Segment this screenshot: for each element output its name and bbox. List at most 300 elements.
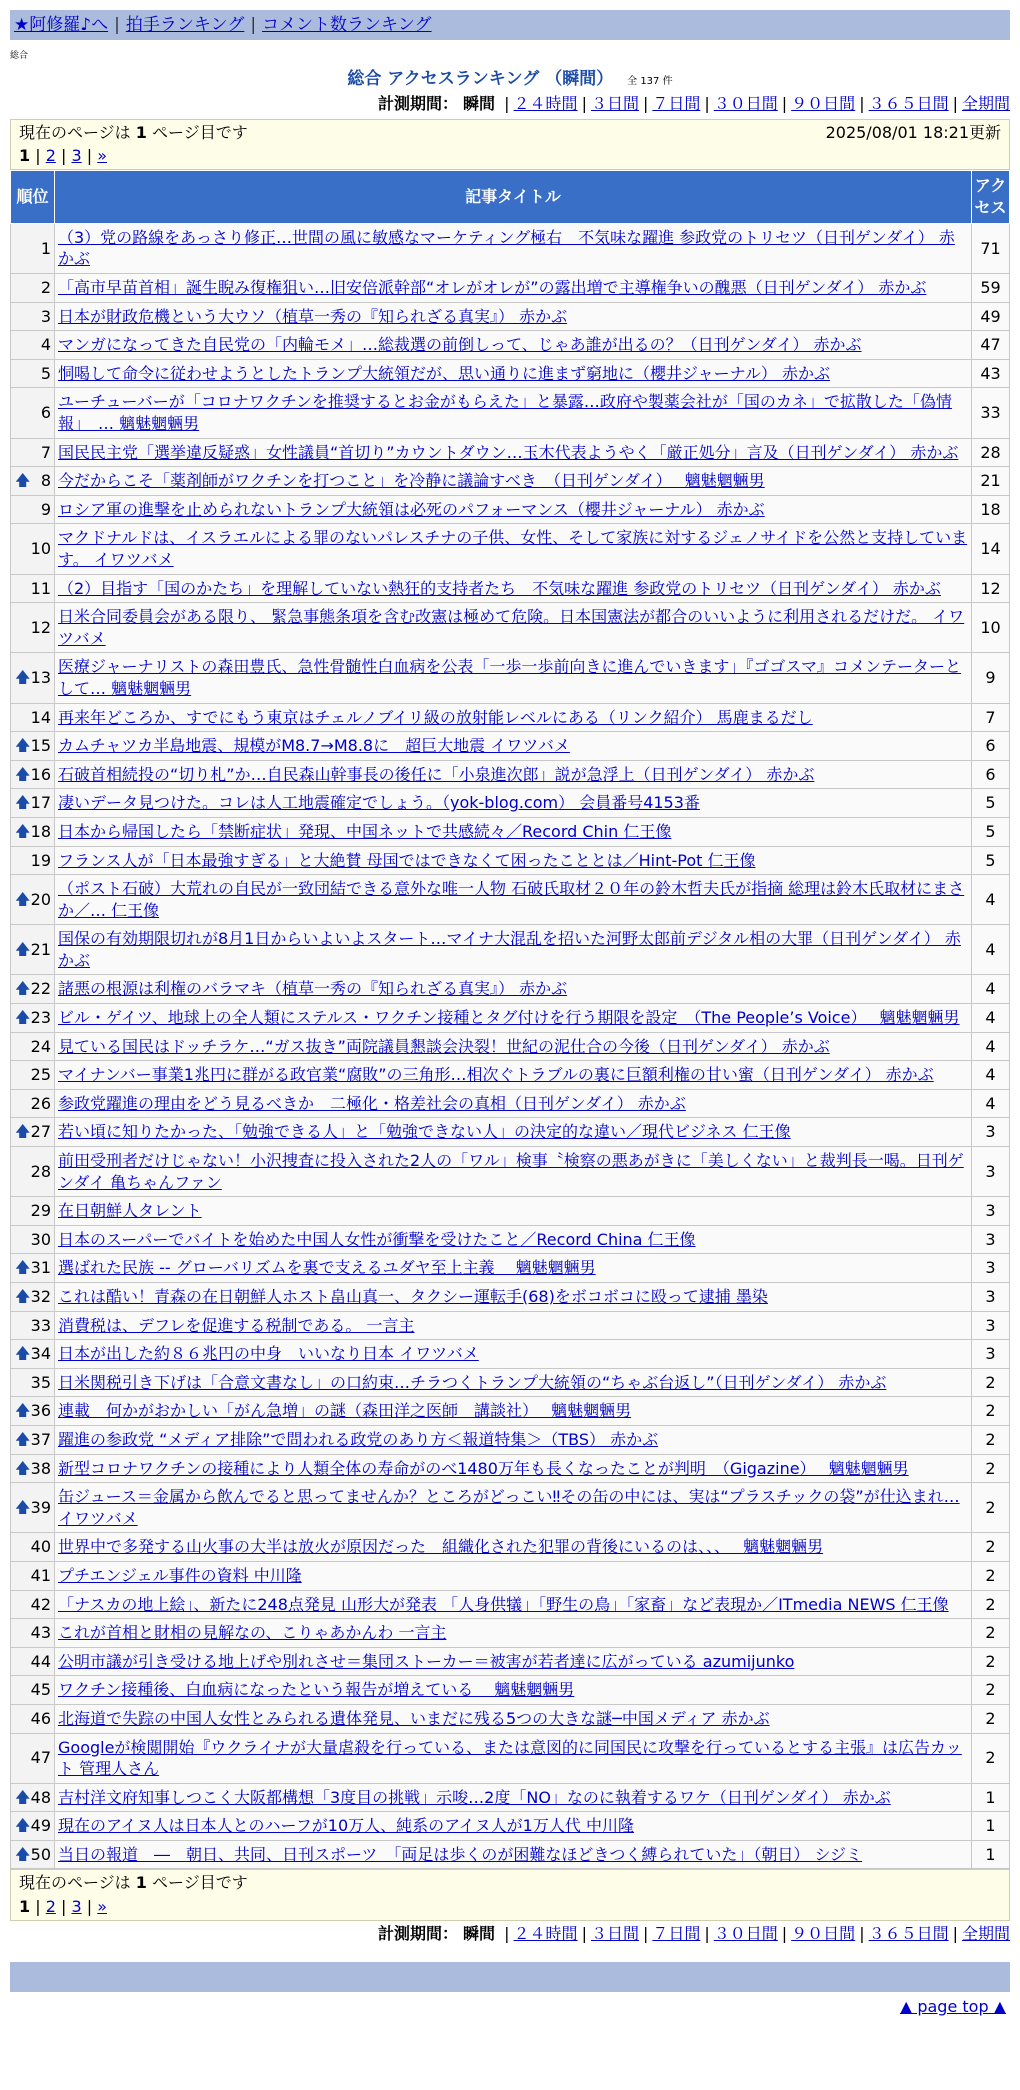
page-info-box-top xyxy=(10,119,1010,170)
pager-page-link-3[interactable]: 3 xyxy=(71,146,82,166)
rank-cell xyxy=(11,302,55,331)
current-page-text: 現在のページは 1 ページ目です xyxy=(19,122,248,142)
access-count: 2 xyxy=(972,1425,1010,1454)
article-title-link[interactable]: 見ている国民はドッチラケ…“ガス抜き”両院議員懇談会決裂！世紀の泥仕合の今後（日刊ゲンダイ） 赤かぶ xyxy=(58,1036,830,1056)
title-cell xyxy=(55,1197,972,1226)
period-link-0[interactable]: ２４時間 xyxy=(513,1923,578,1943)
access-count: 1 xyxy=(972,1812,1010,1841)
period-link-6[interactable]: 全期間 xyxy=(961,1923,1010,1943)
pagination-bottom xyxy=(19,1896,1001,1918)
pager-next-link[interactable]: » xyxy=(97,146,107,166)
period-separator: | xyxy=(504,1923,510,1943)
article-title-link[interactable]: 当日の報道 ― 朝日、共同、日刊スポーツ 「両足は歩くのが困難なほどきつく縛られていた」（朝日） シジミ xyxy=(58,1844,863,1864)
rank-up-arrow-icon: 🡅 xyxy=(15,764,31,783)
article-title-link[interactable]: 現在のアイヌ人は日本人とのハーフが10万人、純系のアイヌ人が1万人代 中川隆 xyxy=(58,1816,634,1836)
article-title-link[interactable]: ユーチューバーが「コロナワクチンを推奨するとお金がもらえた」と暴露…政府や製薬会社が「国のカネ」で拡散した「偽情報」 … 魑魅魍魎男 xyxy=(58,392,952,434)
rank-number: 39 xyxy=(30,1497,51,1517)
rank-cell xyxy=(11,875,55,925)
rank-up-arrow-icon: 🡅 xyxy=(15,1458,31,1477)
period-separator: | xyxy=(704,1923,710,1943)
rank-number: 44 xyxy=(30,1651,51,1671)
article-title-link[interactable]: ロシア軍の進撃を止められないトランプ大統領は必死のパフォーマンス（櫻井ジャーナル） 赤かぶ xyxy=(58,499,765,519)
period-separator: | xyxy=(642,1923,649,1943)
rank-cell xyxy=(11,789,55,818)
pager-separator: | xyxy=(55,146,72,166)
article-title-link[interactable]: これが首相と財相の見解なの、こりゃあかんわ 一言主 xyxy=(58,1623,447,1643)
article-title-link[interactable]: 凄いデータ見つけた。コレは人工地震確定でしょう。（yok-blog.com） 会員番号4153番 xyxy=(58,793,700,813)
access-count: 21 xyxy=(972,467,1010,496)
rank-cell xyxy=(11,1533,55,1562)
table-row xyxy=(11,1225,1010,1254)
title-cell xyxy=(55,1340,972,1369)
article-title-link[interactable]: マンガになってきた自民党の「内輪モメ」…総裁選の前倒しって、じゃあ誰が出るの？（日刊ゲンダイ） 赤かぶ xyxy=(58,335,862,355)
period-selector-bottom xyxy=(10,1923,1010,1945)
title-cell xyxy=(55,653,972,703)
rank-cell xyxy=(11,703,55,732)
rank-cell xyxy=(11,1283,55,1312)
rank-number: 30 xyxy=(30,1229,51,1249)
rank-number: 21 xyxy=(30,940,51,960)
rank-cell xyxy=(11,1676,55,1705)
title-cell xyxy=(55,732,972,761)
page-top-link[interactable]: ▲ page top ▲ xyxy=(899,1997,1006,2017)
title-cell xyxy=(55,524,972,574)
rank-cell xyxy=(11,1454,55,1483)
table-row xyxy=(11,359,1010,388)
pager-separator: | xyxy=(55,1897,72,1917)
article-title-link[interactable]: 「ナスカの地上絵」、新たに248点発見 山形大が発表 「人身供犠」「野生の鳥」「家畜」など表現か／ITmedia NEWS 仁王像 xyxy=(58,1594,949,1614)
access-count: 2 xyxy=(972,1590,1010,1619)
home-link[interactable]: ★阿修羅♪へ xyxy=(14,14,109,35)
rank-number: 46 xyxy=(30,1708,51,1728)
article-title-link[interactable]: 躍進の参政党 “メディア排除”で問われる政党のあり方＜報道特集＞（TBS） 赤かぶ xyxy=(58,1429,659,1449)
pager-current: 1 xyxy=(19,1897,31,1917)
title-cell xyxy=(55,1089,972,1118)
nav-separator: | xyxy=(250,14,257,35)
pager-separator: | xyxy=(30,146,46,166)
article-title-link[interactable]: （3）党の路線をあっさり修正…世間の風に敏感なマーケティング極右 不気味な躍進 参政党のトリセツ（日刊ゲンダイ） 赤かぶ xyxy=(58,227,955,269)
period-link-4[interactable]: ９０日間 xyxy=(791,1923,856,1943)
title-cell xyxy=(55,1590,972,1619)
period-link-3[interactable]: ３０日間 xyxy=(713,1923,778,1943)
rank-up-arrow-icon: 🡅 xyxy=(15,1287,31,1306)
access-count: 3 xyxy=(972,1340,1010,1369)
rank-number: 11 xyxy=(30,578,51,598)
title-cell xyxy=(55,1840,972,1869)
title-cell xyxy=(55,1118,972,1147)
table-row xyxy=(11,302,1010,331)
article-title-link[interactable]: プチエンジェル事件の資料 中川隆 xyxy=(58,1565,302,1585)
title-cell xyxy=(55,846,972,875)
title-cell xyxy=(55,1812,972,1841)
article-title-link[interactable]: 吉村洋文府知事しつこく大阪都構想「3度目の挑戦」示唆…2度「NO」なのに執着するワケ（日刊ゲンダイ） 赤かぶ xyxy=(58,1787,891,1807)
title-cell xyxy=(55,1619,972,1648)
title-cell xyxy=(55,1225,972,1254)
clap-ranking-link[interactable]: 拍手ランキング xyxy=(125,14,245,35)
rank-number: 18 xyxy=(30,821,51,841)
table-row xyxy=(11,495,1010,524)
rank-cell xyxy=(11,1147,55,1197)
table-row xyxy=(11,1311,1010,1340)
category-label: 総合 xyxy=(10,51,29,61)
table-row xyxy=(11,1425,1010,1454)
rank-cell xyxy=(11,1089,55,1118)
article-title-link[interactable]: 北海道で失踪の中国人女性とみられる遺体発見、いまだに残る5つの大きな謎─中国メディア 赤かぶ xyxy=(58,1708,770,1728)
article-title-link[interactable]: これは酷い！青森の在日朝鮮人ホスト畠山真一、タクシー運転手(68)をボコボコに殴って逮捕 墨染 xyxy=(58,1287,768,1307)
access-count: 14 xyxy=(972,524,1010,574)
table-row xyxy=(11,574,1010,603)
table-row xyxy=(11,975,1010,1004)
rank-up-arrow-icon: 🡅 xyxy=(15,1258,31,1277)
access-count: 59 xyxy=(972,274,1010,303)
period-link-6[interactable]: 全期間 xyxy=(961,94,1010,114)
article-title-link[interactable]: 日米関税引き下げは「合意文書なし」の口約束…チラつくトランプ大統領の“ちゃぶ台返し”（日刊ゲンダイ） 赤かぶ xyxy=(58,1372,887,1392)
period-link-1[interactable]: ３日間 xyxy=(590,94,639,114)
pager-page-link-2[interactable]: 2 xyxy=(45,1897,56,1917)
rank-number: 33 xyxy=(30,1315,51,1335)
rank-cell xyxy=(11,925,55,975)
article-title-link[interactable]: マイナンバー事業1兆円に群がる政官業“腐敗”の三角形…相次ぐトラブルの裏に巨額利権の甘い蜜（日刊ゲンダイ） 赤かぶ xyxy=(58,1065,934,1085)
table-row xyxy=(11,1032,1010,1061)
rank-number: 26 xyxy=(30,1093,51,1113)
rank-up-arrow-icon: 🡅 xyxy=(15,940,31,959)
period-separator: | xyxy=(704,94,710,114)
table-row xyxy=(11,875,1010,925)
rank-cell xyxy=(11,1197,55,1226)
article-title-link[interactable]: 選ばれた民族 -- グローバリズムを裏で支えるユダヤ至上主義 魑魅魍魎男 xyxy=(58,1258,596,1278)
period-link-5[interactable]: ３６５日間 xyxy=(868,1923,949,1943)
rank-number: 28 xyxy=(30,1161,51,1181)
table-row xyxy=(11,388,1010,438)
rank-cell xyxy=(11,467,55,496)
period-link-2[interactable]: ７日間 xyxy=(652,94,701,114)
period-link-1[interactable]: ３日間 xyxy=(590,1923,639,1943)
pager-next-link[interactable]: » xyxy=(97,1897,107,1917)
article-title-link[interactable]: 新型コロナワクチンの接種により人類全体の寿命がのべ1480万年も長くなったことが判明 （Gigazine） 魑魅魍魎男 xyxy=(58,1458,909,1478)
rank-up-arrow-icon: 🡅 xyxy=(15,1429,31,1448)
period-current: 瞬間 xyxy=(463,1923,496,1943)
title-cell xyxy=(55,1704,972,1733)
article-title-link[interactable]: 国民民主党「選挙違反疑惑」女性議員“首切り”カウントダウン…玉木代表ようやく「厳正処分」言及（日刊ゲンダイ） 赤かぶ xyxy=(58,442,959,462)
article-title-link[interactable]: 恫喝して命令に従わせようとしたトランプ大統領だが、思い通りに進まず窮地に（櫻井ジャーナル） 赤かぶ xyxy=(58,363,830,383)
page-info-box-bottom xyxy=(10,1869,1010,1920)
table-row xyxy=(11,1590,1010,1619)
rank-cell xyxy=(11,274,55,303)
access-count: 7 xyxy=(972,703,1010,732)
title-cell xyxy=(55,388,972,438)
rank-cell xyxy=(11,1590,55,1619)
title-header: 記事タイトル xyxy=(55,170,972,223)
access-count: 10 xyxy=(972,603,1010,653)
rank-up-arrow-icon: 🡅 xyxy=(15,889,31,908)
rank-number: 2 xyxy=(40,278,51,298)
table-row xyxy=(11,789,1010,818)
rank-number: 47 xyxy=(30,1748,51,1768)
title-cell xyxy=(55,703,972,732)
rank-number: 9 xyxy=(40,499,51,519)
title-cell xyxy=(55,1311,972,1340)
article-title-link[interactable]: ビル・ゲイツ、地球上の全人類にステルス・ワクチン接種とタグ付けを行う期限を設定 （The People’s Voice） 魑魅魍魎男 xyxy=(58,1008,960,1028)
rank-header: 順位 xyxy=(11,170,55,223)
access-count: 33 xyxy=(972,388,1010,438)
title-cell xyxy=(55,1397,972,1426)
table-row xyxy=(11,1061,1010,1090)
table-row xyxy=(11,1561,1010,1590)
rank-cell xyxy=(11,1840,55,1869)
rank-number: 15 xyxy=(30,736,51,756)
article-title-link[interactable]: フランス人が「日本最強すぎる」と大絶賛 母国ではできなくて困ったこととは／Hint-Pot 仁王像 xyxy=(58,850,756,870)
article-title-link[interactable]: 国保の有効期限切れが8月1日からいよいよスタート…マイナ大混乱を招いた河野太郎前デジタル相の大罪（日刊ゲンダイ） 赤かぶ xyxy=(58,929,961,970)
period-separator: | xyxy=(642,94,649,114)
access-count: 43 xyxy=(972,359,1010,388)
rank-number: 5 xyxy=(40,363,51,383)
rank-cell xyxy=(11,1311,55,1340)
pager-page-link-2[interactable]: 2 xyxy=(45,146,56,166)
article-title-link[interactable]: 日本のスーパーでバイトを始めた中国人女性が衝撃を受けたこと／Record China 仁王像 xyxy=(58,1229,696,1249)
rank-cell xyxy=(11,1812,55,1841)
table-row xyxy=(11,1647,1010,1676)
access-count: 4 xyxy=(972,1032,1010,1061)
access-count: 2 xyxy=(972,1733,1010,1783)
rank-cell xyxy=(11,223,55,273)
access-count: 18 xyxy=(972,495,1010,524)
period-selector-top xyxy=(10,93,1010,115)
rank-number: 37 xyxy=(30,1429,51,1449)
rank-cell xyxy=(11,760,55,789)
access-count: 4 xyxy=(972,875,1010,925)
current-page-text: 現在のページは 1 ページ目です xyxy=(19,1873,248,1893)
table-row xyxy=(11,1454,1010,1483)
table-row xyxy=(11,1619,1010,1648)
article-title-link[interactable]: 日本が財政危機という大ウソ（植草一秀の『知られざる真実』） 赤かぶ xyxy=(58,306,568,326)
article-title-link[interactable]: 在日朝鮮人タレント xyxy=(58,1201,202,1221)
title-cell xyxy=(55,1283,972,1312)
rank-number: 35 xyxy=(30,1372,51,1392)
rank-number: 27 xyxy=(30,1122,51,1142)
period-separator: | xyxy=(781,94,788,114)
article-title-link[interactable]: 再来年どころか、すでにもう東京はチェルノブイリ級の放射能レベルにある（リンク紹介） 馬鹿まるだし xyxy=(58,707,813,727)
pager-page-link-3[interactable]: 3 xyxy=(71,1897,82,1917)
period-link-0[interactable]: ２４時間 xyxy=(513,94,578,114)
rank-number: 19 xyxy=(30,850,51,870)
access-count: 2 xyxy=(972,1483,1010,1533)
page-title xyxy=(10,68,1010,91)
pagination-top xyxy=(19,145,1001,167)
rank-number: 17 xyxy=(30,793,51,813)
rank-cell xyxy=(11,975,55,1004)
ranking-title: 総合 アクセスランキング （瞬間） xyxy=(347,69,614,90)
access-count: 4 xyxy=(972,1061,1010,1090)
access-count: 6 xyxy=(972,732,1010,761)
rank-up-arrow-icon: 🡅 xyxy=(15,1344,31,1363)
article-title-link[interactable]: 医療ジャーナリストの森田豊氏、急性骨髄性白血病を公表「一歩一歩前向きに進んでいきます」『ゴゴスマ』コメンテーターとして… 魑魅魍魎男 xyxy=(58,657,962,698)
access-count: 47 xyxy=(972,331,1010,360)
article-title-link[interactable]: 消費税は、デフレを促進する税制である。 一言主 xyxy=(58,1315,415,1335)
title-cell xyxy=(55,331,972,360)
period-label: 計測期間： xyxy=(377,94,458,114)
top-navigation-bar xyxy=(10,10,1010,40)
title-cell xyxy=(55,438,972,467)
title-cell xyxy=(55,1147,972,1197)
access-count: 12 xyxy=(972,574,1010,603)
period-label: 計測期間： xyxy=(377,1923,458,1943)
access-count: 4 xyxy=(972,975,1010,1004)
access-count: 1 xyxy=(972,1783,1010,1812)
article-title-link[interactable]: 世界中で多発する山火事の大半は放火が原因だった 組織化された犯罪の背後にいるのは、、、 魑魅魍魎男 xyxy=(58,1537,824,1557)
rank-number: 20 xyxy=(30,889,51,909)
access-count: 3 xyxy=(972,1311,1010,1340)
article-title-link[interactable]: 「高市早苗首相」誕生睨み復権狙い…旧安倍派幹部“オレがオレが”の露出増で主導権争いの醜悪（日刊ゲンダイ） 赤かぶ xyxy=(58,278,927,298)
rank-cell xyxy=(11,1397,55,1426)
title-cell xyxy=(55,1454,972,1483)
rank-number: 41 xyxy=(30,1565,51,1585)
rank-cell xyxy=(11,603,55,653)
title-cell xyxy=(55,975,972,1004)
rank-number: 23 xyxy=(30,1008,51,1028)
table-row xyxy=(11,1340,1010,1369)
rank-cell xyxy=(11,817,55,846)
rank-number: 45 xyxy=(30,1680,51,1700)
access-header: アクセス xyxy=(972,170,1010,223)
article-title-link[interactable]: 公明市議が引き受ける地上げや別れさせ＝集団ストーカー＝被害が若者達に広がっている azumijunko xyxy=(58,1651,795,1671)
rank-number: 42 xyxy=(30,1594,51,1614)
rank-cell xyxy=(11,359,55,388)
rank-number: 1 xyxy=(40,238,51,258)
title-cell xyxy=(55,603,972,653)
period-link-2[interactable]: ７日間 xyxy=(652,1923,701,1943)
title-cell xyxy=(55,302,972,331)
table-row xyxy=(11,1733,1010,1783)
access-count: 5 xyxy=(972,817,1010,846)
rank-cell xyxy=(11,1619,55,1648)
article-title-link[interactable]: 参政党躍進の理由をどう見るべきか 二極化・格差社会の真相（日刊ゲンダイ） 赤かぶ xyxy=(58,1093,686,1113)
table-row xyxy=(11,524,1010,574)
table-row xyxy=(11,1483,1010,1533)
table-row xyxy=(11,274,1010,303)
article-title-link[interactable]: 前田受刑者だけじゃない！小沢捜査に投入された2人の「ワル」検事〝検察の悪あがきに「美しくない」と裁判長一喝。日刊ゲンダイ 亀ちゃんファン xyxy=(58,1151,964,1192)
access-count: 3 xyxy=(972,1225,1010,1254)
article-title-link[interactable]: マクドナルドは、イスラエルによる罪のないパレスチナの子供、女性、そして家族に対するジェノサイドを公然と支持しています。 イワツバメ xyxy=(58,528,968,569)
article-title-link[interactable]: 日本が出した約８６兆円の中身 いいなり日本 イワツバメ xyxy=(58,1344,479,1364)
title-cell xyxy=(55,1061,972,1090)
article-title-link[interactable]: 日米合同委員会がある限り、 緊急事態条項を含む改憲は極めて危険。日本国憲法が都合のいいように利用されるだけだ。 イワツバメ xyxy=(58,607,965,648)
rank-up-arrow-icon: 🡅 xyxy=(15,668,31,687)
period-separator: | xyxy=(581,1923,587,1943)
table-row xyxy=(11,1840,1010,1869)
rank-cell xyxy=(11,1061,55,1090)
title-cell xyxy=(55,574,972,603)
access-count: 2 xyxy=(972,1561,1010,1590)
rank-number: 40 xyxy=(30,1537,51,1557)
access-count: 2 xyxy=(972,1368,1010,1397)
table-row xyxy=(11,1089,1010,1118)
article-title-link[interactable]: ワクチン接種後、白血病になったという報告が増えている 魑魅魍魎男 xyxy=(58,1680,575,1700)
total-count: 全 137 件 xyxy=(627,76,673,88)
article-title-link[interactable]: （2）目指す「国のかたち」を理解していない熱狂的支持者たち 不気味な躍進 参政党のトリセツ（日刊ゲンダイ） 赤かぶ xyxy=(58,578,941,598)
table-row xyxy=(11,1283,1010,1312)
table-row xyxy=(11,653,1010,703)
rank-number: 29 xyxy=(30,1201,51,1221)
period-link-5[interactable]: ３６５日間 xyxy=(868,94,949,114)
rank-up-arrow-icon: 🡅 xyxy=(15,1008,31,1027)
rank-cell xyxy=(11,524,55,574)
table-row xyxy=(11,1812,1010,1841)
period-link-4[interactable]: ９０日間 xyxy=(791,94,856,114)
table-row xyxy=(11,1533,1010,1562)
table-row xyxy=(11,1397,1010,1426)
rank-up-arrow-icon: 🡅 xyxy=(15,979,31,998)
table-row xyxy=(11,925,1010,975)
rank-up-arrow-icon: 🡅 xyxy=(15,1122,31,1141)
rank-number: 49 xyxy=(30,1816,51,1836)
article-title-link[interactable]: 諸悪の根源は利権のバラマキ（植草一秀の『知られざる真実』） 赤かぶ xyxy=(58,979,568,999)
pager-separator: | xyxy=(81,1897,98,1917)
title-cell xyxy=(55,925,972,975)
article-title-link[interactable]: 缶ジュース＝金属から飲んでると思ってませんか？ところがどっこい‼その缶の中には、実は“プラスチックの袋”が仕込まれ… イワツバメ xyxy=(58,1487,960,1528)
article-title-link[interactable]: （ポスト石破）大荒れの自民が一致団結できる意外な唯一人物 石破氏取材２０年の鈴木哲夫氏が指摘 総理は鈴木氏取材にまさか／… 仁王像 xyxy=(58,879,965,920)
rank-up-arrow-icon: 🡅 xyxy=(15,821,31,840)
rank-cell xyxy=(11,1483,55,1533)
access-count: 1 xyxy=(972,1840,1010,1869)
comment-ranking-link[interactable]: コメント数ランキング xyxy=(262,14,432,35)
pager-separator: | xyxy=(30,1897,46,1917)
table-row xyxy=(11,1254,1010,1283)
table-row xyxy=(11,438,1010,467)
rank-cell xyxy=(11,1368,55,1397)
table-row xyxy=(11,603,1010,653)
access-count: 4 xyxy=(972,1004,1010,1033)
article-title-link[interactable]: Googleが検閲開始『ウクライナが大量虐殺を行っている、または意図的に同国民に攻撃を行っているとする主張』は広告カット 管理人さん xyxy=(58,1737,962,1779)
title-cell xyxy=(55,817,972,846)
title-cell xyxy=(55,359,972,388)
period-link-3[interactable]: ３０日間 xyxy=(713,94,778,114)
period-separator: | xyxy=(504,94,510,114)
rank-number: 43 xyxy=(30,1623,51,1643)
period-current: 瞬間 xyxy=(463,94,496,114)
title-cell xyxy=(55,1368,972,1397)
access-count: 49 xyxy=(972,302,1010,331)
article-title-link[interactable]: カムチャツカ半島地震、規模がM8.7→M8.8に 超巨大地震 イワツバメ xyxy=(58,736,570,756)
access-count: 5 xyxy=(972,846,1010,875)
rank-number: 14 xyxy=(30,707,51,727)
rank-number: 32 xyxy=(30,1287,51,1307)
rank-up-arrow-icon: 🡅 xyxy=(15,736,31,755)
access-count: 4 xyxy=(972,1089,1010,1118)
rank-cell xyxy=(11,1783,55,1812)
article-title-link[interactable]: 今だからこそ「薬剤師がワクチンを打つこと」を冷静に議論すべき （日刊ゲンダイ） 魑魅魍魎男 xyxy=(58,471,765,491)
rank-number: 13 xyxy=(30,668,51,688)
rank-cell xyxy=(11,1254,55,1283)
article-title-link[interactable]: 日本から帰国したら「禁断症状」発現、中国ネットで共感続々／Record Chin 仁王像 xyxy=(58,821,672,841)
rank-cell xyxy=(11,1425,55,1454)
rank-cell xyxy=(11,1340,55,1369)
rank-up-arrow-icon: 🡅 xyxy=(15,1401,31,1420)
access-count: 2 xyxy=(972,1704,1010,1733)
table-row xyxy=(11,732,1010,761)
rank-number: 7 xyxy=(40,442,51,462)
title-cell xyxy=(55,789,972,818)
rank-number: 24 xyxy=(30,1036,51,1056)
article-title-link[interactable]: 若い頃に知りたかった、「勉強できる人」と「勉強できない人」の決定的な違い／現代ビジネス 仁王像 xyxy=(58,1122,791,1142)
rank-number: 22 xyxy=(30,979,51,999)
access-count: 3 xyxy=(972,1283,1010,1312)
access-count: 71 xyxy=(972,223,1010,273)
title-cell xyxy=(55,223,972,273)
rank-number: 50 xyxy=(30,1844,51,1864)
article-title-link[interactable]: 石破首相続投の“切り札”か…自民森山幹事長の後任に「小泉進次郎」説が急浮上（日刊ゲンダイ） 赤かぶ xyxy=(58,764,815,784)
title-cell xyxy=(55,495,972,524)
article-title-link[interactable]: 連載 何かがおかしい「がん急増」の謎（森田洋之医師 講談社） 魑魅魍魎男 xyxy=(58,1401,632,1421)
